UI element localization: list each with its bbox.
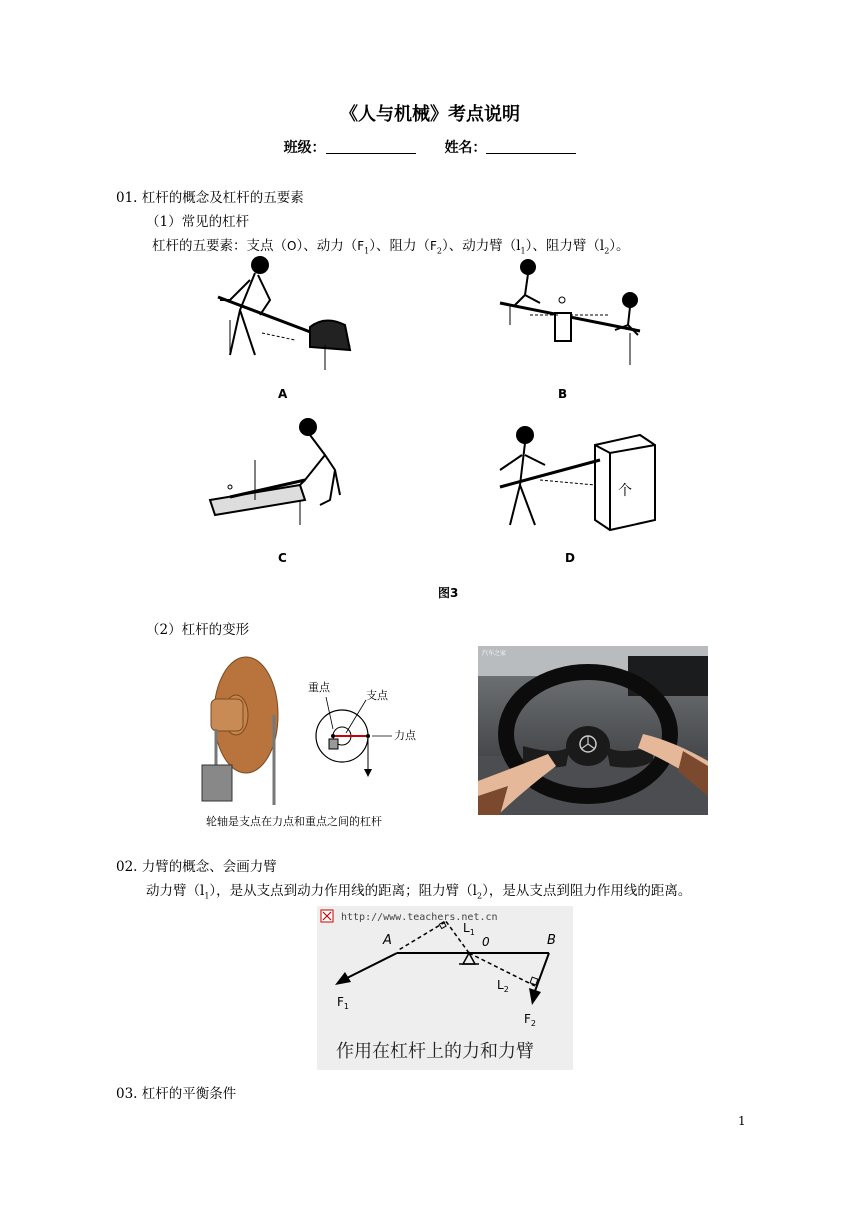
photo-watermark: 汽车之家: [482, 650, 507, 657]
section-01-heading: 01. 杠杆的概念及杠杆的五要素: [116, 190, 304, 206]
section-02-heading: 02. 力臂的概念、会画力臂: [116, 859, 277, 875]
diagram-url: http://www.teachers.net.cn: [341, 912, 498, 923]
five-elements-text: 杠杆的五要素：支点（O）、动力$(F_1)$、阻力$(F_2)$、动力臂$(l_1)$、阻力臂$(l_2)$。: [152, 238, 630, 256]
label-force-point: 力点: [394, 729, 416, 742]
figure-label-c: C: [278, 551, 287, 565]
lever-sketch-b: [500, 260, 640, 365]
name-label: 姓名：: [444, 140, 487, 156]
figure-label-b: B: [558, 387, 568, 401]
label-fulcrum: 支点: [366, 689, 388, 702]
class-blank[interactable]: [326, 139, 416, 154]
point-b-label: B: [547, 933, 556, 948]
name-blank[interactable]: [486, 139, 576, 154]
lever-sketch-c: [210, 419, 340, 525]
section-03-heading: 03. 杠杆的平衡条件: [116, 1086, 237, 1102]
section-01-sub2: （2）杠杆的变形: [146, 622, 250, 638]
lever-arm-definition: 动力臂$(l_1)$，是从支点到动力作用线的距离；阻力臂$(l_2)$，是从支点到阻力作用线的距离。: [146, 883, 692, 901]
lever-sketch-a: [218, 257, 350, 370]
student-info-row: [0, 137, 860, 157]
section-01-sub1: （1）常见的杠杆: [146, 214, 250, 230]
l1-label: $L_1$: [463, 921, 475, 937]
page-number: 1: [738, 1114, 746, 1128]
f1-label: $F_1$: [337, 995, 349, 1011]
wheel-axle-caption: 轮轴是支点在力点和重点之间的杠杆: [206, 815, 382, 828]
l2-label: $L_2$: [497, 978, 509, 994]
fulcrum-o-label: 0: [482, 935, 490, 949]
lever-examples-figure: [200, 255, 670, 605]
svg-text:个: 个: [618, 483, 632, 499]
label-heavy-point: 重点: [308, 681, 330, 694]
point-a-label: A: [383, 933, 392, 948]
lever-sketch-d: [500, 427, 655, 530]
lever-arm-diagram: [317, 906, 573, 1070]
page-title: 《人与机械》考点说明: [340, 104, 520, 125]
figure-label-a: A: [278, 387, 288, 401]
figure-caption: 图3: [438, 586, 459, 600]
wheel-axle-diagram: [196, 655, 436, 835]
figure-label-d: D: [565, 551, 575, 565]
class-label: 班级：: [283, 140, 326, 156]
steering-wheel-photo: [478, 646, 708, 815]
lever-arm-caption: 作用在杠杆上的力和力臂: [336, 1041, 534, 1062]
f2-label: $F_2$: [524, 1012, 536, 1028]
